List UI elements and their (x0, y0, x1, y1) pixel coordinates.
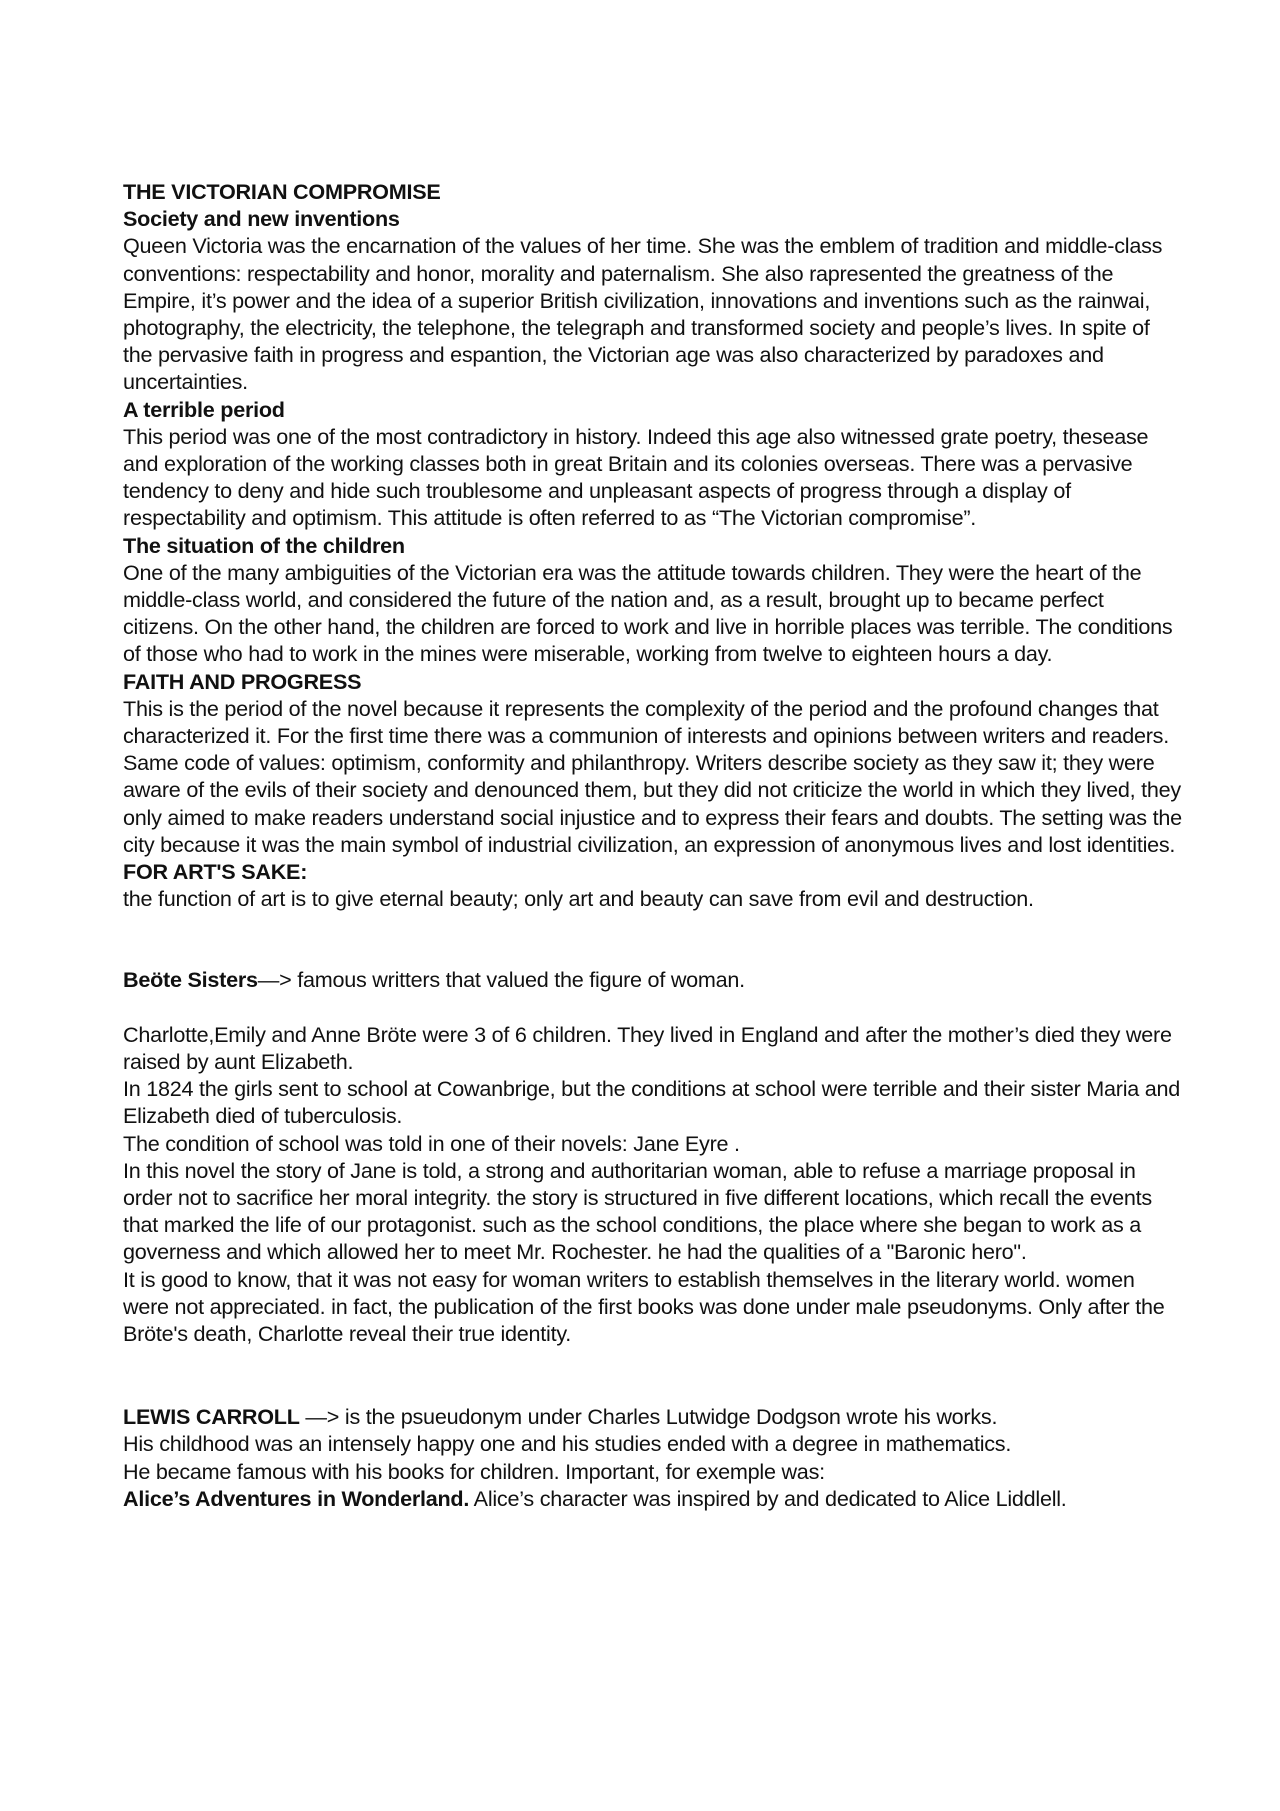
bronte-paragraph-1: Charlotte,Emily and Anne Bröte were 3 of 6 children. They lived in England and after the mother’s died they were raised by aunt Elizabeth. (123, 1021, 1172, 1074)
bronte-paragraph-5: It is good to know, that it was not easy for woman writers to establish themselves in the literary world. women were not appreciated. in fact, the publication of the first books was done under male pseudonyms. Only after the Bröte's death, Charlotte reveal their true identity. (123, 1266, 1165, 1346)
spacer (123, 1347, 1183, 1403)
bronte-arrow-text: —> famous writters that valued the figure of woman. (257, 967, 745, 993)
carroll-name: LEWIS CARROLL (123, 1404, 300, 1430)
carroll-intro (123, 1403, 1183, 1430)
carroll-book-title: Alice’s Adventures in Wonderland. (123, 1485, 470, 1511)
bronte-name: Beöte Sisters (123, 967, 258, 993)
heading-society: Society and new inventions (123, 206, 400, 232)
heading-children: The situation of the children (123, 532, 405, 558)
document-title: THE VICTORIAN COMPROMISE (123, 179, 441, 204)
spacer (123, 912, 1183, 966)
bronte-paragraph-3: The condition of school was told in one of their novels: Jane Eyre . (123, 1130, 740, 1156)
heading-art-sake: FOR ART'S SAKE: (123, 859, 308, 885)
bronte-paragraph-4: In this novel the story of Jane is told, a strong and authoritarian woman, able to refuse a marriage proposal in order not to sacrifice her moral integrity. the story is structured in five different locations, which recall the events that marked the life of our protagonist. such as the school conditions, the place where she began to work as a governess and which allowed her to meet Mr. Rochester. he had the qualities of a "Baronic hero". (123, 1157, 1152, 1265)
carroll-paragraph-1: His childhood was an intensely happy one and his studies ended with a degree in mathematics. (123, 1431, 1012, 1457)
carroll-book-text: Alice’s character was inspired by and dedicated to Alice Liddlell. (469, 1485, 1067, 1511)
paragraph-art-sake: the function of art is to give eternal beauty; only art and beauty can save from evil and destruction. (123, 886, 1034, 912)
paragraph-children: One of the many ambiguities of the Victorian era was the attitude towards children. They were the heart of the middle-class world, and considered the future of the nation and, as a result, brought up to became perfect citizens. On the other hand, the children are forced to work and live in horrible places was terrible. The conditions of those who had to work in the mines were miserable, working from twelve to eighteen hours a day. (123, 559, 1173, 667)
paragraph-terrible-period: This period was one of the most contradictory in history. Indeed this age also witnessed grate poetry, thesease and exploration of the working classes both in great Britain and its colonies overseas. There was a pervasive tendency to deny and hide such troublesome and unpleasant aspects of progress through a display of respectability and optimism. This attitude is often referred to as “The Victorian compromise”. (123, 423, 1149, 531)
heading-faith-progress: FAITH AND PROGRESS (123, 668, 362, 694)
document-body (123, 178, 1183, 1512)
paragraph-society: Queen Victoria was the encarnation of the values of her time. She was the emblem of tradition and middle-class conventions: respectability and honor, morality and paternalism. She also rapresented the greatness of the Empire, it’s power and the idea of a superior British civilization, innovations and inventions such as the rainwai, photography, the electricity, the telephone, the telegraph and transformed society and people’s lives. In spite of the pervasive faith in progress and espantion, the Victorian age was also characterized by paradoxes and uncertainties. (123, 233, 1163, 395)
carroll-arrow-text: —> is the psueudonym under Charles Lutwidge Dodgson wrote his works. (299, 1404, 998, 1430)
bronte-paragraph-2: In 1824 the girls sent to school at Cowanbrige, but the conditions at school were terrible and their sister Maria and Elizabeth died of tuberculosis. (123, 1076, 1181, 1129)
bronte-intro (123, 966, 1183, 993)
carroll-book-line (123, 1485, 1183, 1512)
heading-terrible-period: A terrible period (123, 396, 285, 422)
carroll-paragraph-2: He became famous with his books for children. Important, for exemple was: (123, 1458, 825, 1484)
spacer (123, 994, 1183, 1021)
paragraph-faith-progress: This is the period of the novel because it represents the complexity of the period and the profound changes that characterized it. For the first time there was a communion of interests and opinions between writers and readers. Same code of values: optimism, conformity and philanthropy. Writers describe society as they saw it; they were aware of the evils of their society and denounced them, but they did not criticize the world in which they lived, they only aimed to make readers understand social injustice and to express their fears and doubts. The setting was the city because it was the main symbol of industrial civilization, an expression of anonymous lives and lost identities. (123, 695, 1182, 857)
